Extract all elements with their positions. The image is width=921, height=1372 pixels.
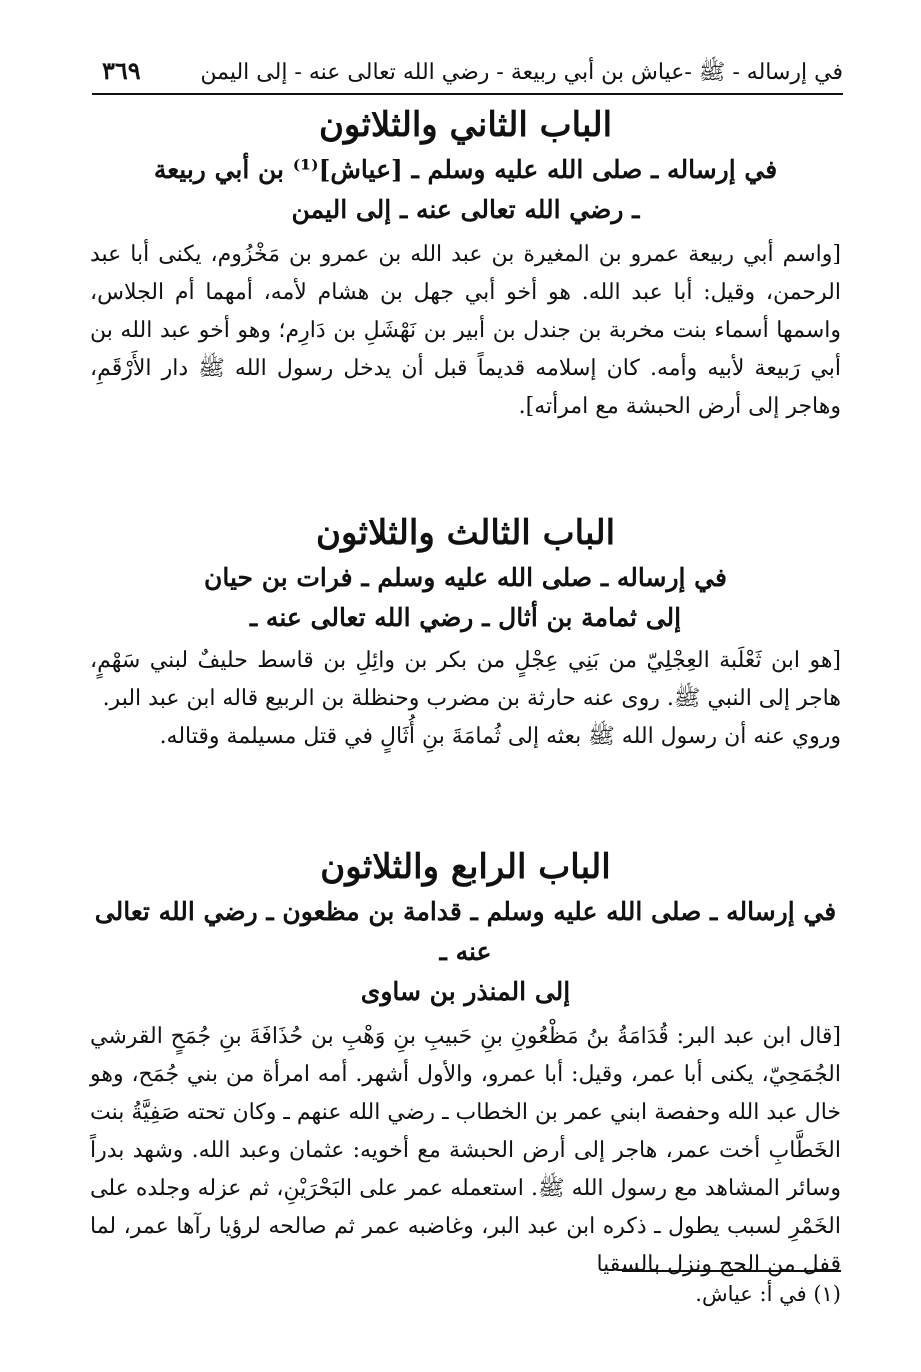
chapter-subtitle-line: في إرساله ـ صلى الله عليه وسلم ـ قدامة بن مظعون ـ رضي الله تعالى عنه ـ: [94, 897, 837, 966]
header-rule: [92, 93, 843, 95]
chapter-title: الباب الرابع والثلاثون: [320, 847, 611, 887]
chapter-paragraph: [قال ابن عبد البر: قُدَامَةُ بنُ مَظْعُونِ بنِ حَبيبِ بنِ وَهْبِ بن حُذَافَةَ بنِ جُمَحٍ القرشي الجُمَحِيّ، يكنى أبا عمر، وقيل: أبا عمرو، والأول أشهر. أمه امرأة من بني جُمَح، وهو خال عبد الله وحفصة ابني عمر بن الخطاب ـ رضي الله عنهم ـ وكان تحته صَفِيَّةُ بنت الخَطَّابِ أخت عمر، هاجر إلى أرض الحبشة مع أخويه: عثمان وعبد الله. وشهد بدراً وسائر المشاهد مع رسول الله ﷺ. استعمله عمر على البَحْرَيْنِ، ثم عزله وجلده على الخَمْرِ لسبب يطول ـ ذكره ابن عبد البر، وغاضبه عمر ثم صالحه لرؤيا رآها عمر، لما قفل من الحج ونزل بالسقيا: [90, 1024, 841, 1277]
chapter-subtitle-line: في إرساله ـ صلى الله عليه وسلم ـ فرات بن حيان: [204, 563, 727, 592]
chapter-subtitle-line: في إرساله ـ صلى الله عليه وسلم ـ [عياش]⁽¹⁾ بن أبي ربيعة: [153, 155, 778, 184]
chapter-32: [90, 100, 841, 426]
running-header-title: في إرساله - ﷺ -عياش بن أبي ربيعة - رضي الله تعالى عنه - إلى اليمن: [200, 60, 843, 85]
chapter-paragraph: [هو ابن ثَعْلَبة العِجْلِيّ من بَنِي عِجْلٍ من بكر بن وائِلِ بن قاسط حليفٌ لبني سَهْمٍ، هاجر إلى النبي ﷺ. روى عنه حارثة بن مضرب وحنظلة بن الربيع قاله ابن عبد البر.: [90, 648, 841, 711]
chapter-subtitle-line: إلى المنذر بن ساوى: [360, 977, 571, 1006]
chapter-title: الباب الثاني والثلاثون: [318, 105, 613, 145]
footnote: (١) في أ: عياش.: [695, 1282, 841, 1306]
chapter-33: [90, 508, 841, 756]
chapter-subtitle-line: إلى ثمامة بن أثال ـ رضي الله تعالى عنه ـ: [249, 603, 682, 632]
chapter-paragraph: وروي عنه أن رسول الله ﷺ بعثه إلى ثُمامَةَ بنِ أُثَالٍ في قتل مسيلمة وقتاله.: [159, 724, 841, 749]
running-header: [92, 52, 843, 92]
chapter-paragraph: [واسم أبي ربيعة عمرو بن المغيرة بن عبد الله بن عمرو بن مَخْزُوم، يكنى أبا عبد الرحمن، وقيل: أبا عبد الله. هو أخو أبي جهل بن هشام لأمه، أمهما أم الجلاس، واسمها أسماء بنت مخربة بن جندل بن أبير بن نَهْشَلِ بن دَارِم؛ وهو أخو عبد الله بن أبي رَبيعة لأبيه وأمه. كان إسلامه قديماً قبل أن يدخل رسول الله ﷺ دار الأَرْقَمِ، وهاجر إلى أرض الحبشة مع امرأته].: [90, 242, 841, 419]
page-number: ٣٦٩: [102, 56, 141, 85]
chapter-subtitle-line: ـ رضي الله تعالى عنه ـ إلى اليمن: [291, 195, 640, 224]
footnote-rule: [622, 1270, 841, 1272]
chapter-34: [90, 842, 841, 1284]
chapter-title: الباب الثالث والثلاثون: [315, 513, 616, 553]
